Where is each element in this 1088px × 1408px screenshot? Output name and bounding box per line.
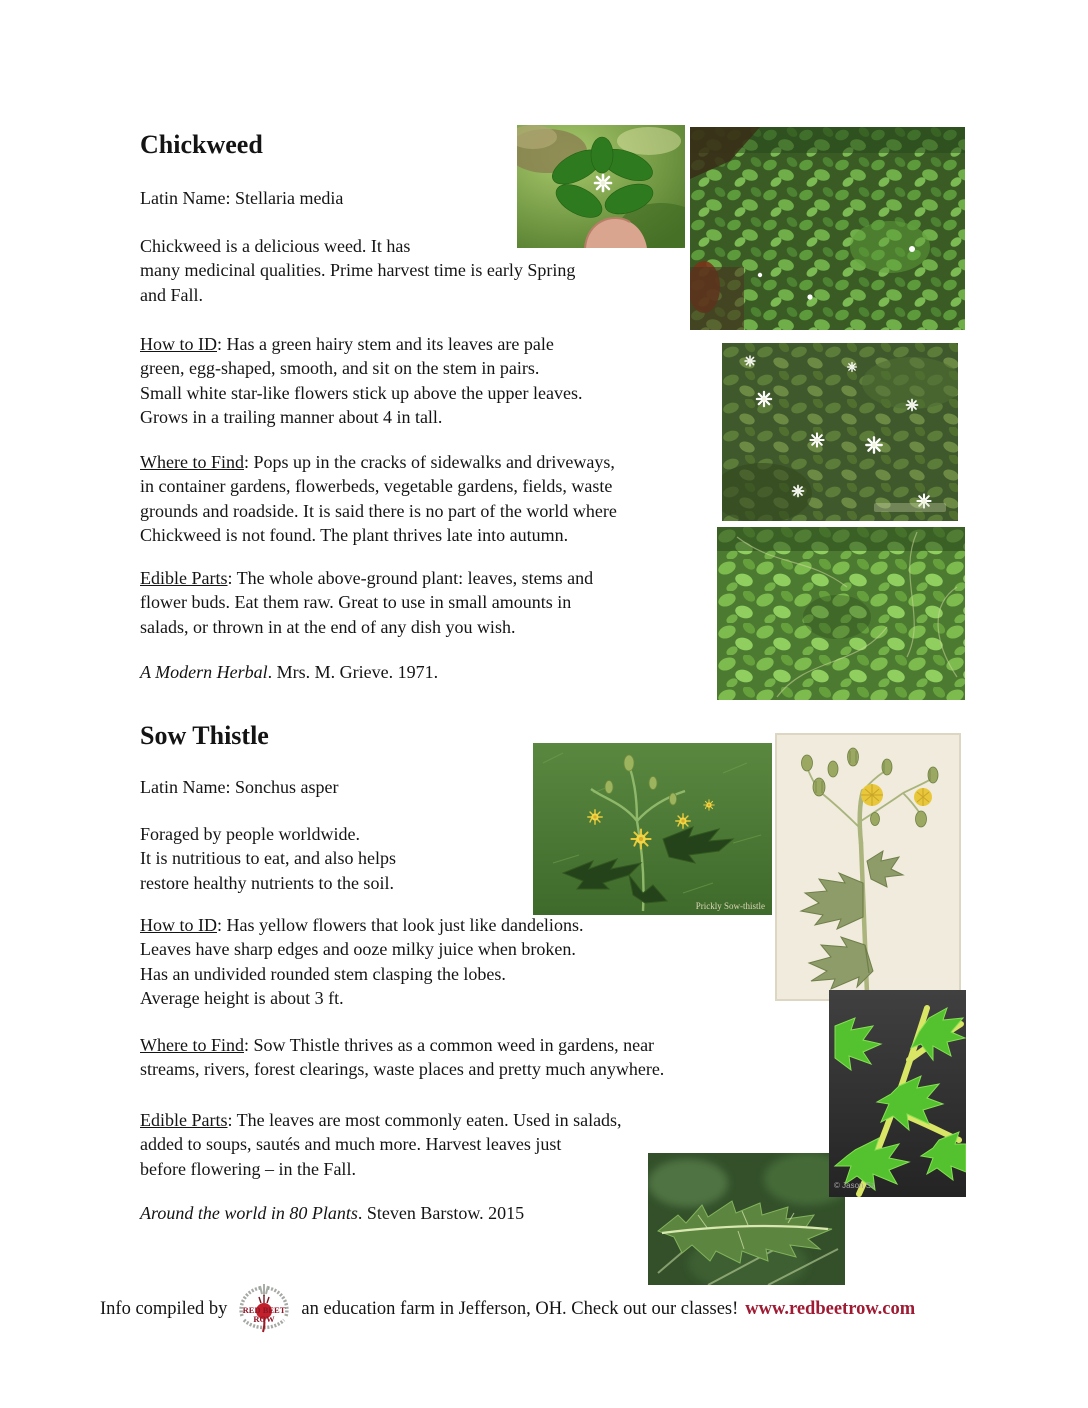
where-to-find-label: Where to Find [140, 1035, 244, 1055]
sowthistle-edible-parts [140, 1108, 622, 1181]
text-line: Where to Find: Sow Thistle thrives as a common weed in gardens, near [140, 1035, 655, 1055]
photo-watermark: © Jason Sz [834, 1181, 876, 1190]
text-line: added to soups, sautés and much more. Harvest leaves just [140, 1134, 562, 1155]
footer-text-prefix: Info compiled by [100, 1298, 228, 1319]
photo-caption: Prickly Sow-thistle [695, 901, 765, 911]
chickweed-reference: A Modern Herbal. Mrs. M. Grieve. 1971. [140, 662, 439, 682]
text-line: Edible Parts: The leaves are most commonly eaten. Used in salads, [140, 1110, 622, 1130]
text-line: many medicinal qualities. Prime harvest time is early Spring [140, 260, 576, 281]
chickweed-edible-parts [140, 566, 593, 639]
text-line: before flowering – in the Fall. [140, 1158, 356, 1179]
text-line: and Fall. [140, 284, 203, 305]
text-line: How to ID: Has a green hairy stem and its leaves are pale [140, 334, 554, 354]
edible-parts-label: Edible Parts [140, 1110, 228, 1130]
white-star-flower [595, 175, 611, 191]
text-line: green, egg-shaped, smooth, and sit on the stem in pairs. [140, 358, 540, 379]
photo-watermark [874, 503, 946, 512]
book-title: A Modern Herbal [140, 662, 268, 682]
text-line: Leaves have sharp edges and ooze milky juice when broken. [140, 939, 576, 960]
text-line: Has an undivided rounded stem clasping the lobes. [140, 963, 506, 984]
photo-sowthistle-leaf [648, 1153, 845, 1285]
text-line: in container gardens, flowerbeds, vegetable gardens, fields, waste [140, 476, 613, 497]
text-line: flower buds. Eat them raw. Great to use in small amounts in [140, 592, 572, 613]
redbeetrow-logo [234, 1282, 294, 1336]
text-line: grounds and roadside. It is said there is no part of the world where [140, 500, 617, 521]
photo-chickweed-sprawl [717, 527, 965, 700]
chickweed-latin-name: Latin Name: Stellaria media [140, 188, 344, 208]
sowthistle-intro [140, 822, 396, 895]
sowthistle-where-to-find [140, 1033, 664, 1082]
chickweed-how-to-id [140, 332, 583, 430]
text-line: Average height is about 3 ft. [140, 988, 344, 1009]
text-line: streams, rivers, forest clearings, waste places and pretty much anywhere. [140, 1059, 665, 1080]
book-title: Around the world in 80 Plants [140, 1203, 358, 1223]
sowthistle-title: Sow Thistle [140, 721, 269, 750]
photo-chickweed-patch [690, 127, 965, 330]
text-line: Foraged by people worldwide. [140, 824, 360, 844]
photo-sowthistle-stem [829, 990, 966, 1197]
photo-sowthistle-plant [533, 743, 772, 915]
chickweed-title: Chickweed [140, 130, 263, 159]
text-line: Edible Parts: The whole above-ground plant: leaves, stems and [140, 568, 594, 588]
how-to-id-label: How to ID [140, 334, 217, 354]
sowthistle-how-to-id [140, 913, 583, 1011]
how-to-id-label: How to ID [140, 915, 217, 935]
text-line: Chickweed is not found. The plant thrives late into autumn. [140, 525, 569, 546]
logo-line1: RED BEET [243, 1305, 286, 1315]
chickweed-intro [140, 234, 575, 307]
sowthistle-latin-name: Latin Name: Sonchus asper [140, 777, 339, 797]
sowthistle-reference: Around the world in 80 Plants. Steven Barstow. 2015 [140, 1203, 525, 1223]
text-line: salads, or thrown in at the end of any dish you wish. [140, 616, 516, 637]
logo-line2: ROW [253, 1314, 276, 1324]
footer-text-middle: an education farm in Jefferson, OH. Check out our classes! [301, 1298, 739, 1319]
edible-parts-label: Edible Parts [140, 568, 228, 588]
photo-sowthistle-illustration [775, 733, 961, 1001]
footer [100, 1282, 1000, 1336]
text-line: Grows in a trailing manner about 4 in tall. [140, 407, 443, 428]
photo-chickweed-closeup [517, 125, 685, 248]
text-line: Small white star-like flowers stick up above the upper leaves. [140, 382, 583, 403]
text-line: Chickweed is a delicious weed. It has [140, 236, 411, 256]
photo-chickweed-flowering [722, 343, 958, 521]
text-line: restore healthy nutrients to the soil. [140, 872, 394, 893]
text-line: It is nutritious to eat, and also helps [140, 848, 396, 869]
footer-website-link[interactable]: www.redbeetrow.com [745, 1298, 916, 1319]
text-line: Where to Find: Pops up in the cracks of sidewalks and driveways, [140, 452, 615, 472]
where-to-find-label: Where to Find [140, 452, 244, 472]
chickweed-where-to-find [140, 450, 617, 548]
text-line: How to ID: Has yellow flowers that look just like dandelions. [140, 915, 584, 935]
